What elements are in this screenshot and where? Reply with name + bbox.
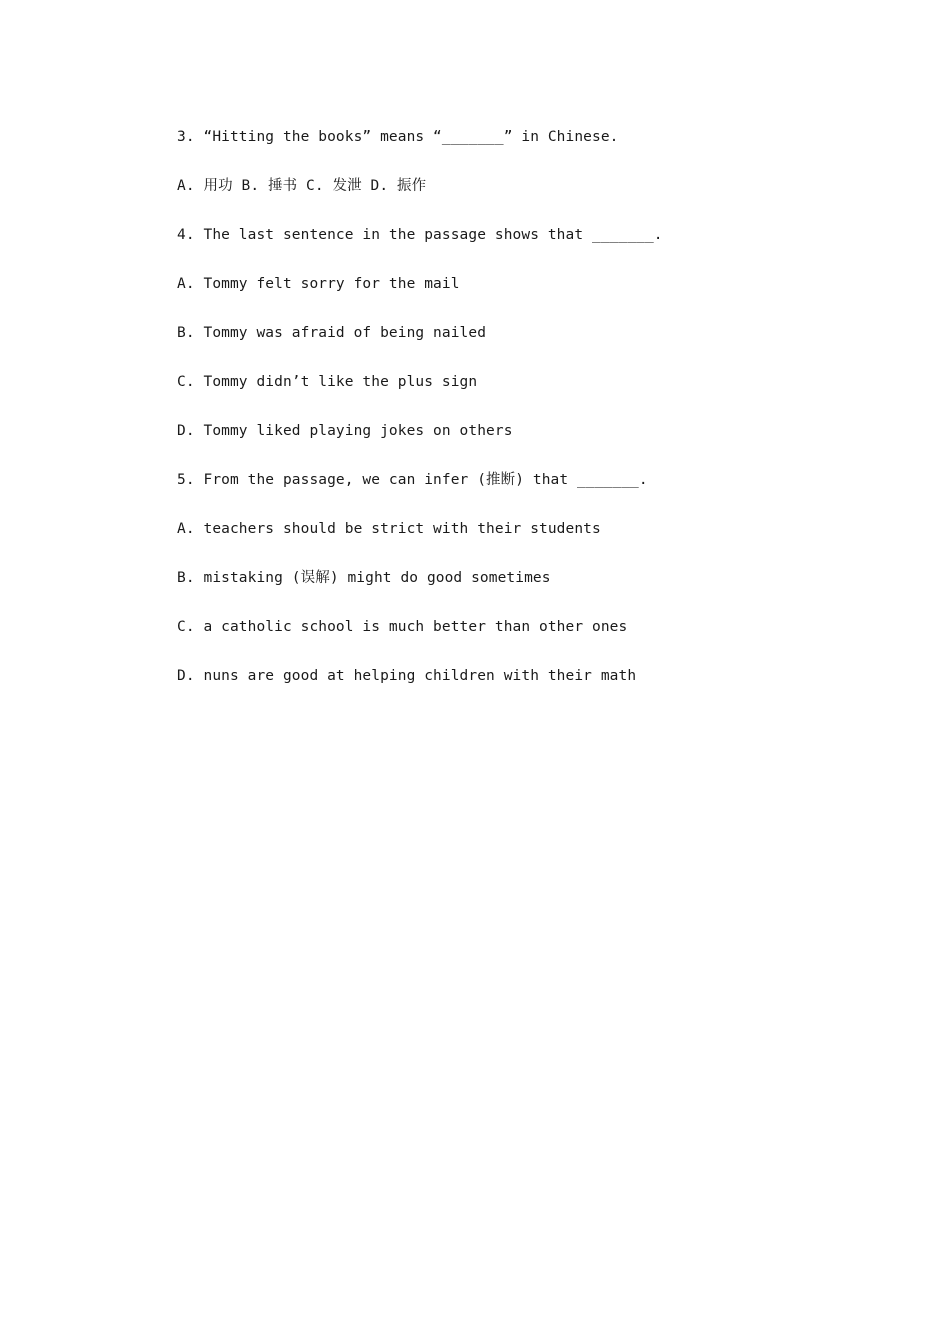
question-3-options: A. 用功 B. 捶书 C. 发泄 D. 振作: [177, 178, 427, 194]
question-4-option-d: D. Tommy liked playing jokes on others: [177, 423, 513, 439]
question-4-stem: 4. The last sentence in the passage shows that _______.: [177, 227, 663, 243]
question-3-stem: 3. “Hitting the books” means “_______” in Chinese.: [177, 129, 619, 145]
question-5-option-c: C. a catholic school is much better than other ones: [177, 619, 628, 635]
question-4-option-a: A. Tommy felt sorry for the mail: [177, 276, 460, 292]
question-5-option-a: A. teachers should be strict with their students: [177, 521, 601, 537]
question-4-option-b: B. Tommy was afraid of being nailed: [177, 325, 487, 341]
question-5-option-b: B. mistaking (误解) might do good sometimes: [177, 570, 551, 586]
question-5-option-d: D. nuns are good at helping children with their math: [177, 668, 637, 684]
question-5-stem: 5. From the passage, we can infer (推断) that _______.: [177, 472, 648, 488]
question-4-option-c: C. Tommy didn’t like the plus sign: [177, 374, 478, 390]
